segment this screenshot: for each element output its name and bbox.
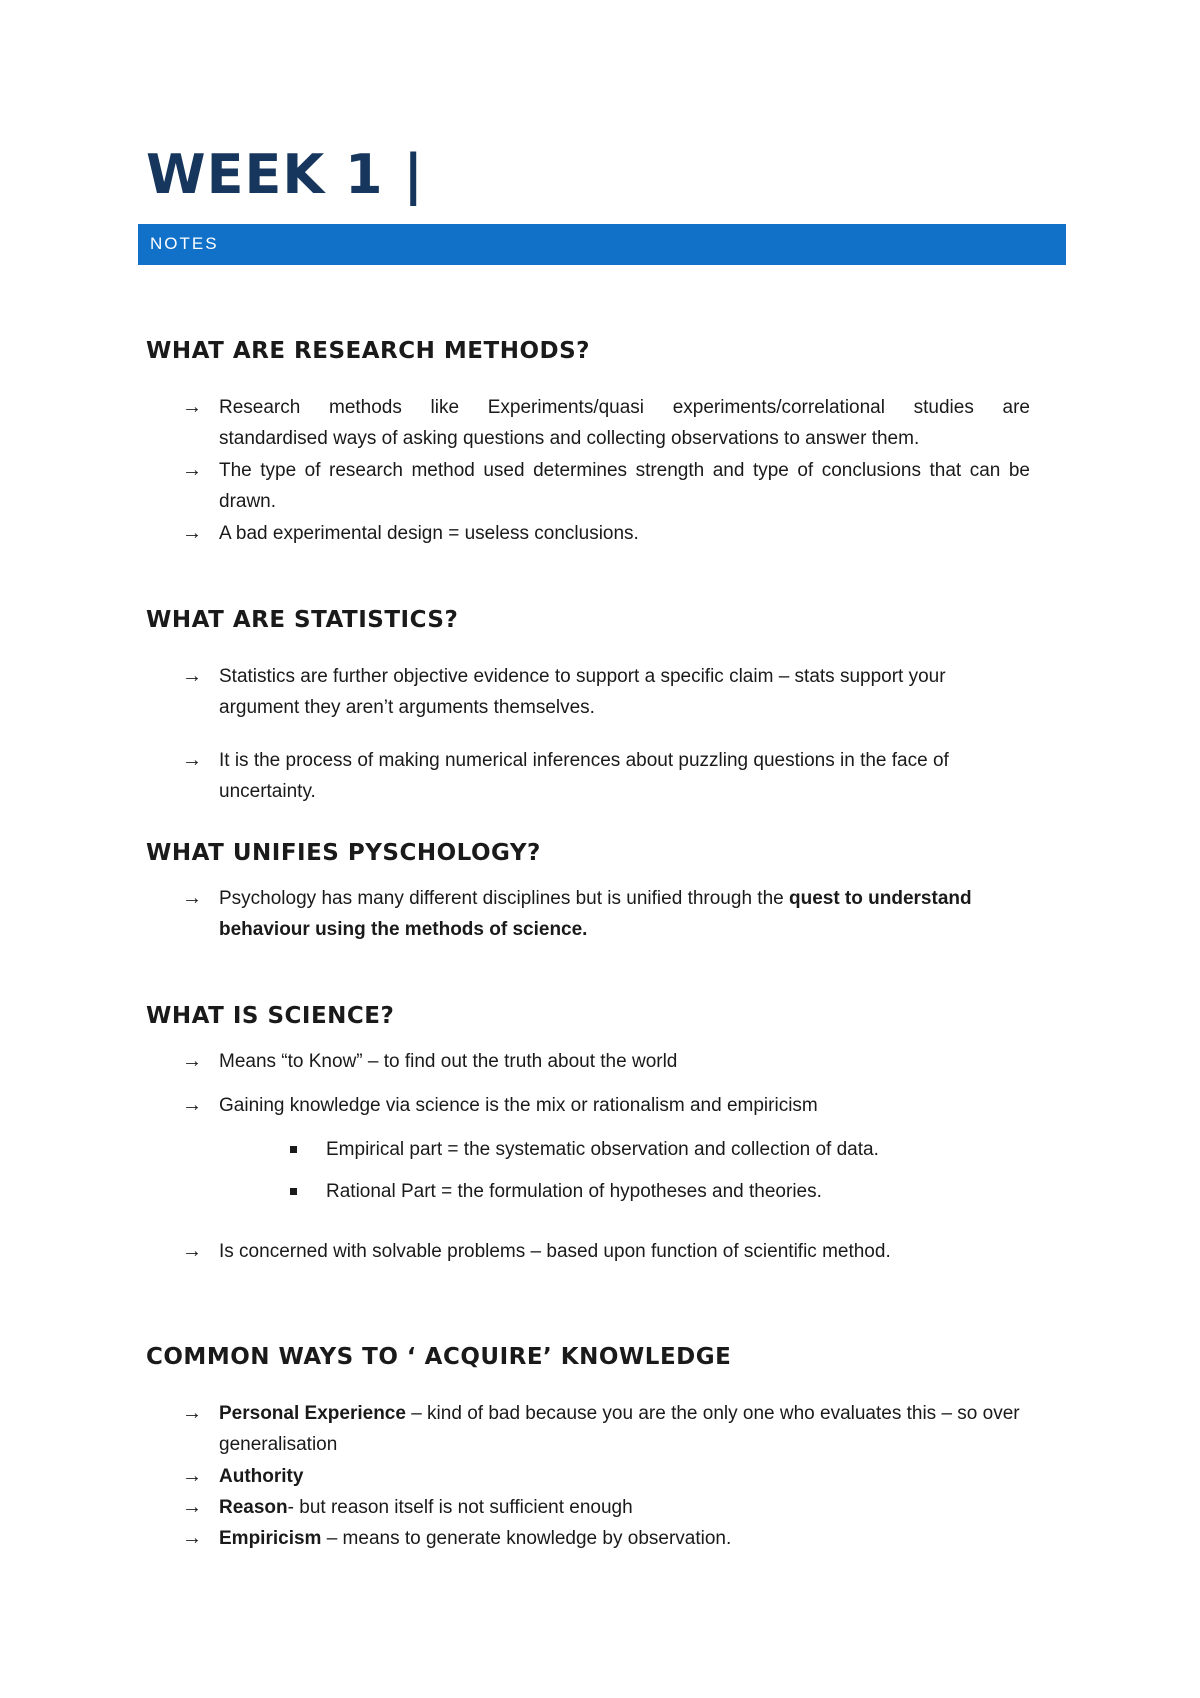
bullet-text: standardised ways of asking questions and collecting observations to answer them. [219, 428, 920, 449]
sub-bullet-text: Rational Part = the formulation of hypotheses and theories. [326, 1181, 822, 1202]
bullet-knowledge-1 [182, 1398, 1030, 1460]
bullet-research-1 [182, 392, 1030, 454]
arrow-icon: → [182, 522, 202, 544]
bullet-text: Means “to Know” – to find out the truth about the world [219, 1051, 678, 1072]
bullet-text: Research methods like Experiments/quasi experiments/correlational studies are [219, 397, 1030, 418]
arrow-icon: → [182, 1094, 202, 1116]
bullet-text-bold: Personal Experience [219, 1403, 406, 1424]
bullet-text: – means to generate knowledge by observation. [321, 1528, 732, 1549]
arrow-icon: → [182, 1465, 202, 1487]
bullet-text-bold: Reason [219, 1497, 288, 1518]
bullet-research-2 [182, 455, 1030, 517]
arrow-icon: → [182, 1496, 202, 1518]
bullet-text: Is concerned with solvable problems – based upon function of scientific method. [219, 1241, 891, 1262]
arrow-icon: → [182, 459, 202, 481]
square-bullet-icon [290, 1146, 297, 1153]
arrow-icon: → [182, 1050, 202, 1072]
bullet-knowledge-2 [182, 1461, 1030, 1492]
sub-bullet-text: Empirical part = the systematic observation and collection of data. [326, 1139, 879, 1160]
bullet-text: - but reason itself is not sufficient enough [287, 1497, 633, 1518]
page-title: WEEK 1 | [146, 143, 425, 206]
arrow-icon: → [182, 396, 202, 418]
sub-bullet-empirical [290, 1134, 1050, 1165]
bullet-text-bold: Empiricism [219, 1528, 322, 1549]
square-bullet-icon [290, 1188, 297, 1195]
sub-bullet-rational [290, 1176, 1050, 1207]
arrow-icon: → [182, 887, 202, 909]
arrow-icon: → [182, 665, 202, 687]
bullet-text-bold: quest to understand behaviour using the methods of science. [219, 888, 972, 940]
notes-banner [138, 224, 1066, 265]
heading-acquire-knowledge: COMMON WAYS TO ‘ ACQUIRE’ KNOWLEDGE [146, 1344, 732, 1370]
heading-statistics: WHAT ARE STATISTICS? [146, 607, 459, 633]
bullet-text: The type of research method used determines strength and type of conclusions that can be drawn. [219, 460, 1030, 512]
bullet-research-3 [182, 518, 1030, 549]
arrow-icon: → [182, 749, 202, 771]
bullet-psychology-1 [182, 883, 1030, 945]
arrow-icon: → [182, 1402, 202, 1424]
notes-banner-label: NOTES [150, 234, 219, 253]
bullet-science-3 [182, 1236, 1030, 1267]
heading-research-methods: WHAT ARE RESEARCH METHODS? [146, 338, 590, 364]
arrow-icon: → [182, 1240, 202, 1262]
bullet-statistics-2 [182, 745, 1030, 807]
heading-psychology: WHAT UNIFIES PYSCHOLOGY? [146, 840, 541, 866]
bullet-text: – kind of bad because you are the only one who evaluates this – so over generalisation [219, 1403, 1020, 1455]
bullet-text: A bad experimental design = useless conclusions. [219, 523, 639, 544]
bullet-text: Psychology has many different disciplines but is unified through the [219, 888, 789, 909]
heading-science: WHAT IS SCIENCE? [146, 1003, 395, 1029]
bullet-statistics-1 [182, 661, 1030, 723]
bullet-science-1 [182, 1046, 1030, 1077]
bullet-text: It is the process of making numerical inferences about puzzling questions in the face of uncertainty. [219, 750, 949, 802]
bullet-science-2 [182, 1090, 1030, 1121]
bullet-text-bold: Authority [219, 1466, 304, 1487]
arrow-icon: → [182, 1527, 202, 1549]
bullet-text: Statistics are further objective evidence to support a specific claim – stats support your argument they aren’t arguments themselves. [219, 666, 946, 718]
bullet-text: Gaining knowledge via science is the mix or rationalism and empiricism [219, 1095, 818, 1116]
bullet-knowledge-3 [182, 1492, 1030, 1523]
bullet-knowledge-4 [182, 1523, 1030, 1554]
